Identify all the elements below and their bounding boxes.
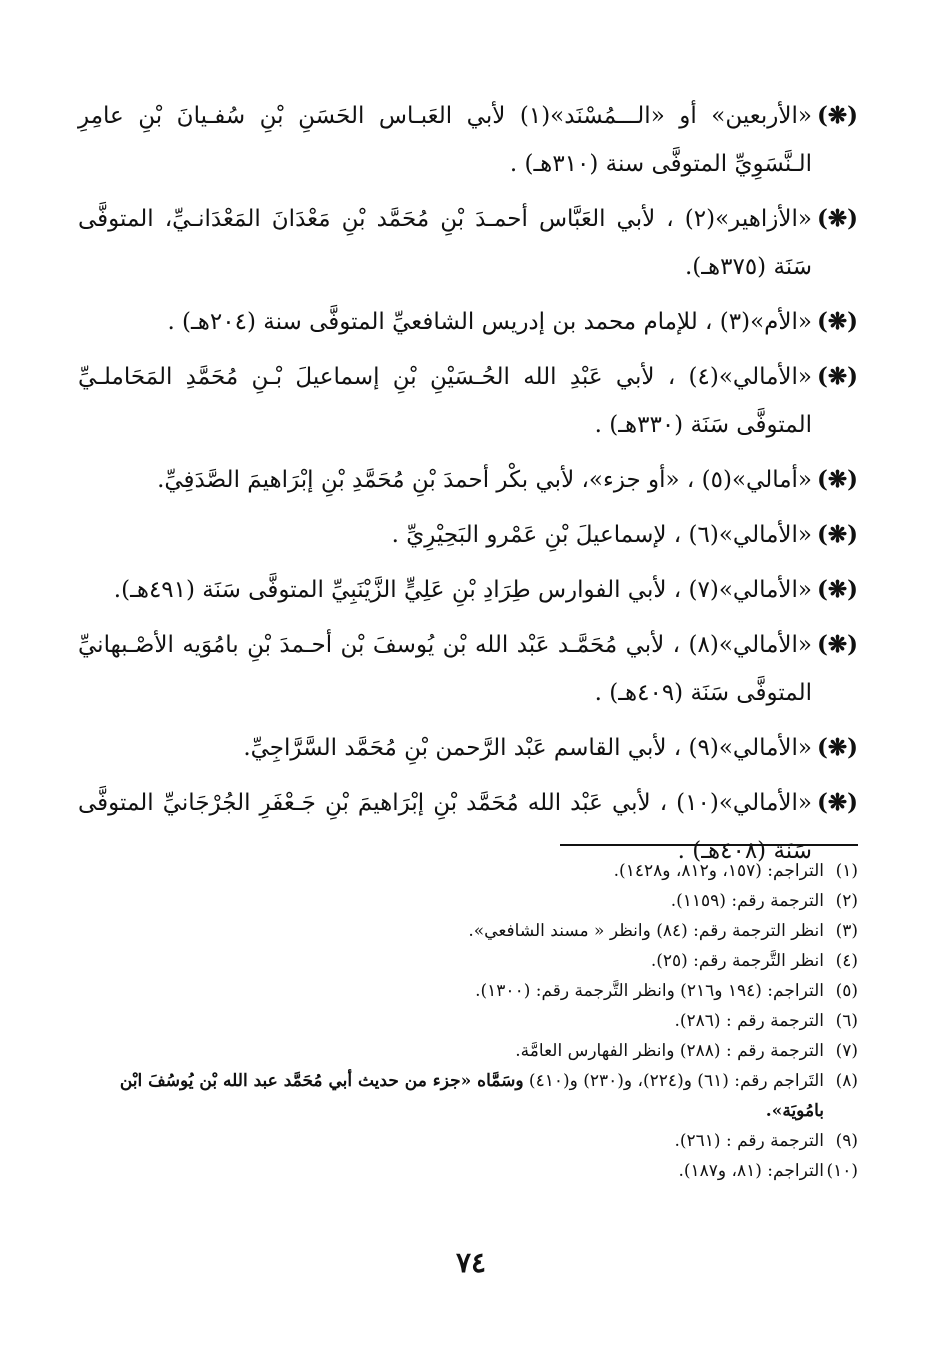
bullet-icon: (❋)	[816, 789, 858, 816]
entry-item	[78, 353, 858, 449]
entry-item	[78, 195, 858, 291]
entry-item	[78, 298, 858, 346]
bullet-icon: (❋)	[816, 363, 858, 390]
footnote-item	[78, 1006, 858, 1036]
bullet-icon: (❋)	[816, 521, 858, 548]
entry-text: «الأربعين» أو «الـــمُسْنَد»(١) لأبي العَبـاس الحَسَنِ بْنِ سُفـيانَ بْنِ عامِرِ الـنَّسَوِيِّ المتوفَّى سنة (٣١٠هـ) .	[78, 103, 812, 177]
footnote-item	[78, 976, 858, 1006]
footnote-number: (٩)	[835, 1131, 858, 1151]
footnote-item	[78, 1066, 858, 1126]
footnote-text: التراجم: (٨١، و١٨٧).	[678, 1161, 824, 1181]
entry-text: «أمالي»(٥) ، «أو جزء»، لأبي بكْر أحمدَ بْنِ مُحَمَّدِ بْنِ إبْرَاهيمَ الصَّدَفِيِّ.	[157, 467, 812, 493]
entry-text: «الأمالي»(٦) ، لإسماعيلَ بْنِ عَمْرو البَحِيْرِيِّ .	[391, 522, 812, 548]
footnote-text: الترجمة رقم: (١١٥٩).	[670, 891, 824, 911]
footnote-text: الترجمة رقم : (٢٦١).	[674, 1131, 824, 1151]
footnote-text: انظر الترجمة رقم: (٨٤) وانظر « مسند الشافعي».	[468, 921, 824, 941]
entry-item	[78, 456, 858, 504]
entry-item	[78, 92, 858, 188]
page-number: ٧٤	[455, 1246, 487, 1279]
footnote-item	[78, 1036, 858, 1066]
entries-list	[78, 92, 858, 882]
footnote-text: التراجم: (١٥٧، و٨١٢، و١٤٢٨).	[613, 861, 824, 881]
footnote-item	[78, 946, 858, 976]
footnote-number: (٣)	[835, 921, 858, 941]
footnote-number: (١٠)	[826, 1161, 858, 1181]
footnote-number: (٢)	[835, 891, 858, 911]
footnote-text: التراجم: (١٩٤ و٢١٦) وانظر التَّرجمة رقم: (١٣٠٠).	[475, 981, 824, 1001]
bullet-icon: (❋)	[816, 734, 858, 761]
entry-item	[78, 511, 858, 559]
entry-text: «الأمالي»(١٠) ، لأبي عَبْد الله مُحَمَّد بْنِ إبْرَاهيمَ بْنِ جَـعْفَرِ الجُرْجَانيِّ المتوفَّى سَنَة (٤٠٨هـ) .	[78, 790, 812, 864]
footnote-divider	[560, 844, 858, 846]
footnote-number: (١)	[835, 861, 858, 881]
bullet-icon: (❋)	[816, 576, 858, 603]
footnote-item	[78, 1126, 858, 1156]
entry-text: «الأمالي»(٤) ، لأبي عَبْدِ الله الحُـسَيْنِ بْنِ إسماعيلَ بْـنِ مُحَمَّدِ المَحَاملـيِّ المتوفَّى سَنَة (٣٣٠هـ) .	[78, 364, 812, 438]
footnote-item	[78, 886, 858, 916]
entry-text: «الأم»(٣) ، للإمام محمد بن إدريس الشافعيِّ المتوفَّى سنة (٢٠٤هـ) .	[167, 309, 812, 335]
footnote-bold-text: وسَمَّاه «جزء من حديث أبي مُحَمَّد عبد الله بْن يُوسُفَ ابْن بامُويَة».	[119, 1071, 824, 1121]
bullet-icon: (❋)	[816, 631, 858, 658]
footnote-text: الترجمة رقم : (٢٨٦).	[674, 1011, 824, 1031]
footnote-text: انظر التَّرجمة رقم: (٢٥).	[650, 951, 824, 971]
entry-item	[78, 621, 858, 717]
footnote-number: (٥)	[835, 981, 858, 1001]
footnotes-list	[78, 856, 858, 1186]
bullet-icon: (❋)	[816, 102, 858, 129]
footnote-item	[78, 856, 858, 886]
footnote-text: التَراجم رقم: (٦١) و(٢٢٤)، و(٢٣٠) و(٤١٠)	[523, 1071, 824, 1091]
footnote-number: (٦)	[835, 1011, 858, 1031]
bullet-icon: (❋)	[816, 308, 858, 335]
footnote-number: (٨)	[835, 1071, 858, 1091]
entry-text: «الأمالي»(٧) ، لأبي الفوارس طِرَادِ بْنِ عَلِيٍّ الزَّيْنَبِيِّ المتوفَّى سَنَة (٤٩١هـ).	[113, 577, 812, 603]
footnote-number: (٧)	[835, 1041, 858, 1061]
entry-text: «الأمالي»(٨) ، لأبي مُحَمَّـد عَبْد الله بْن يُوسفَ بْن أحـمدَ بْنِ بامُوَيه الأصْـبهانيِّ المتوفَّى سَنَة (٤٠٩هـ) .	[78, 632, 812, 706]
footnote-item	[78, 1156, 858, 1186]
entry-item	[78, 724, 858, 772]
bullet-icon: (❋)	[816, 205, 858, 232]
footnote-text: الترجمة رقم : (٢٨٨) وانظر الفهارس العامَّة.	[515, 1041, 824, 1061]
entry-text: «الأزاهير»(٢) ، لأبي العَبَّاس أحمـدَ بْنِ مُحَمَّد بْنِ مَعْدَانَ المَعْدَانـيِّ، المتوفَّى سَنَة (٣٧٥هـ).	[78, 206, 812, 280]
bullet-icon: (❋)	[816, 466, 858, 493]
entry-text: «الأمالي»(٩) ، لأبي القاسم عَبْد الرَّحمن بْنِ مُحَمَّد السَّرَّاجِيِّ.	[243, 735, 812, 761]
entry-item	[78, 566, 858, 614]
footnote-item	[78, 916, 858, 946]
footnote-number: (٤)	[835, 951, 858, 971]
